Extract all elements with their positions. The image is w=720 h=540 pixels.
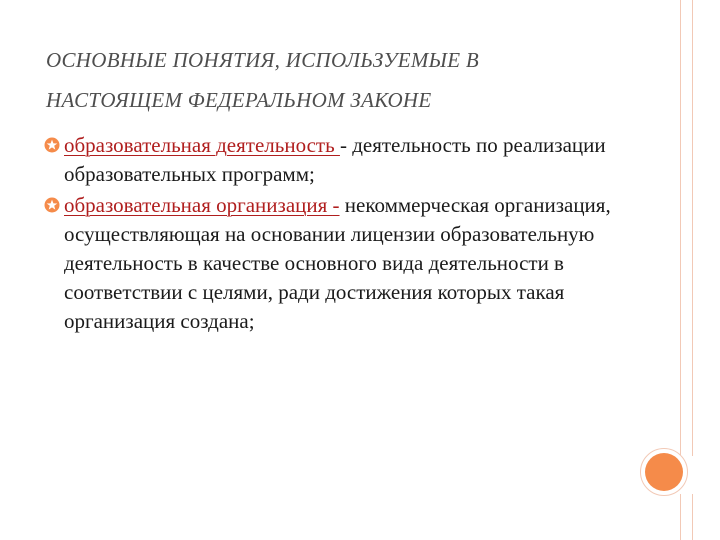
slide-title — [46, 40, 646, 120]
star-icon — [44, 137, 60, 153]
definition: некоммерческая организация, осуществляющая на основании лицензии образовательную деятельность в качестве основного вида деятельности в соответствии с целями, ради достижения которых такая организация создана; — [64, 193, 611, 333]
circle-ornament-fill — [645, 453, 683, 491]
bullet-list — [44, 131, 644, 338]
list-item — [44, 191, 644, 336]
term-dash: - — [339, 133, 347, 157]
frame-line — [692, 0, 693, 456]
list-item-text — [64, 131, 644, 189]
star-icon — [44, 197, 60, 213]
list-item-text — [64, 191, 644, 336]
term-dash: - — [332, 193, 340, 217]
title-line-1: ОСНОВНЫЕ ПОНЯТИЯ, ИСПОЛЬЗУЕМЫЕ В — [46, 48, 480, 72]
term: образовательная деятельность — [64, 133, 340, 157]
frame-line — [680, 494, 681, 540]
definition: деятельность по реализации образовательных программ; — [64, 133, 606, 186]
frame-line — [680, 0, 681, 456]
title-line-2: НАСТОЯЩЕМ ФЕДЕРАЛЬНОМ ЗАКОНЕ — [46, 88, 432, 112]
frame-line — [692, 494, 693, 540]
circle-ornament-icon — [640, 448, 688, 496]
list-item — [44, 131, 644, 189]
term: образовательная организация — [64, 193, 333, 217]
